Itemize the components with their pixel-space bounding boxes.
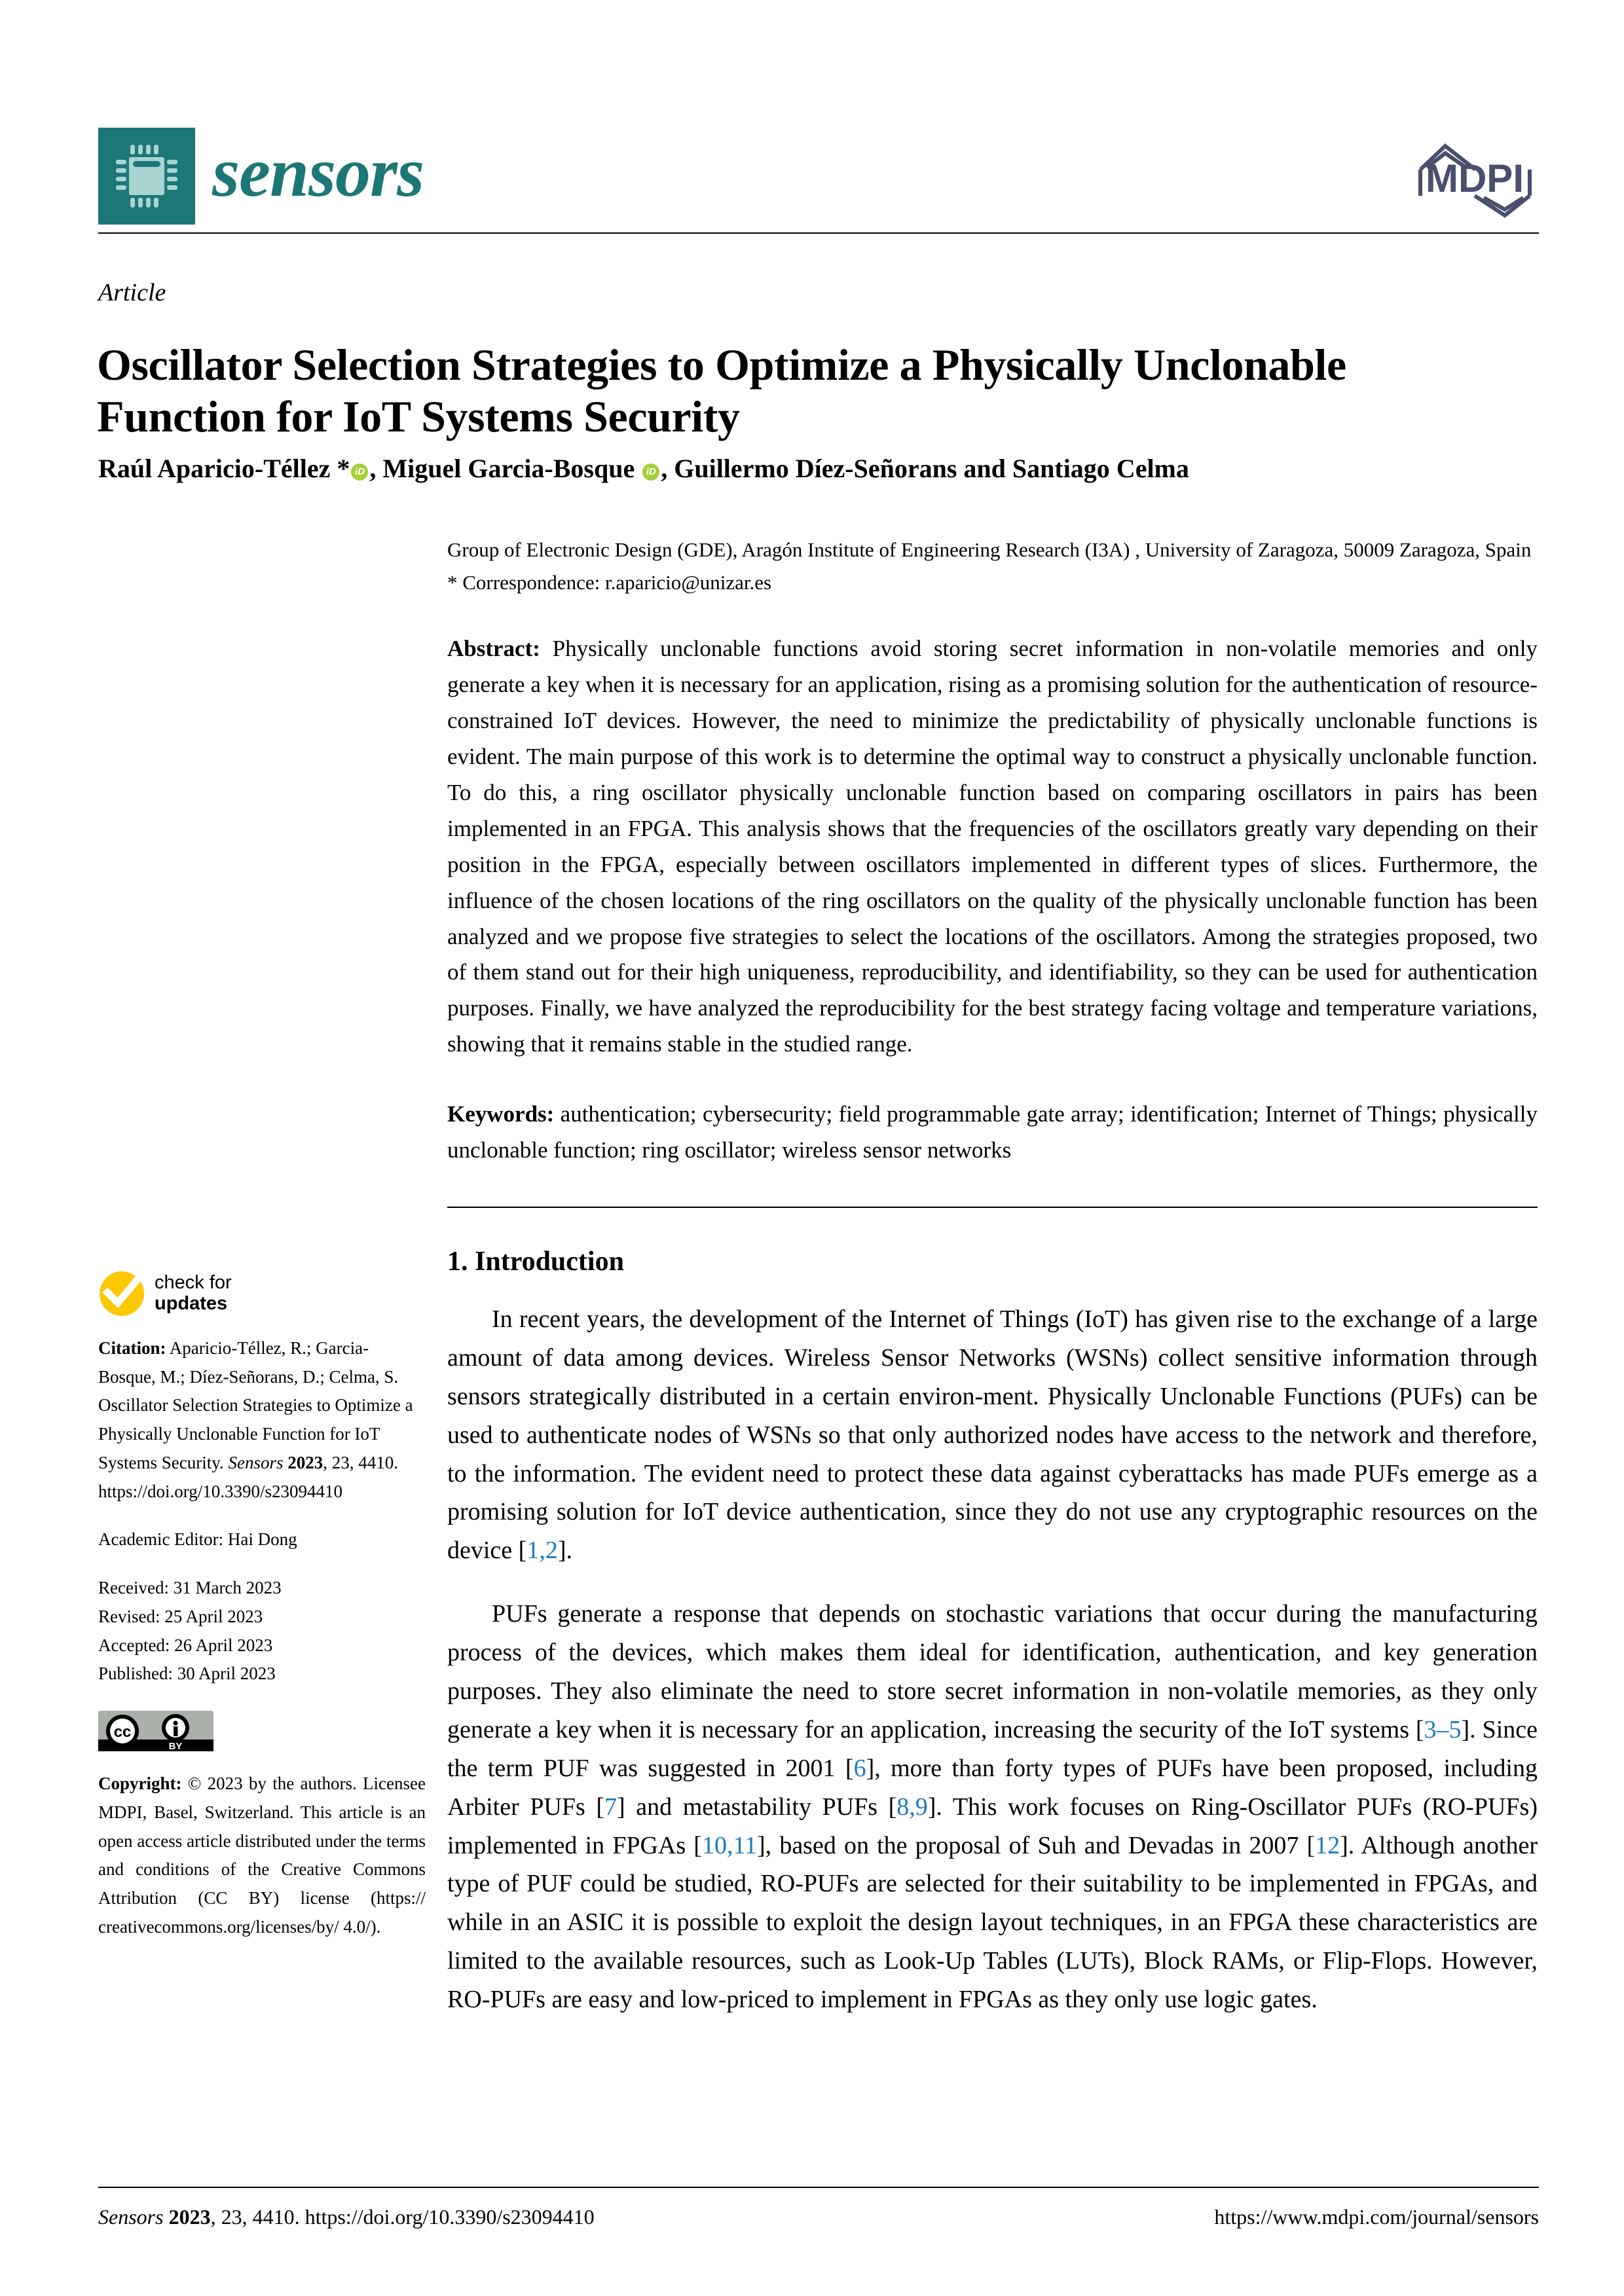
abstract-text: Physically unclonable functions avoid storing secret information in non-volatile memories and only generate a key when it is necessary for an application, rising as a promising solution for the authentication of resource-constrained IoT devices. However, the need to minimize the predictability of physically unclonable functions is evident. The main purpose of this work is to determine the optimal way to construct a physically unclonable function. To do this, a ring oscillator physically unclonable function based on comparing oscillators in pairs has been implemented in an FPGA. This analysis shows that the frequencies of the oscillators greatly vary depending on their position in the FPGA, especially between oscillators implemented in different types of slices. Furthermore, the influence of the chosen locations of the ring oscillators on the quality of the physically unclonable function has been analyzed and we propose five strategies to select the locations of the oscillators. Among the strategies proposed, two of them stand out for their high uniqueness, reproducibility, and identifiability, so they can be used for authentication purposes. Finally, we have analyzed the reproducibility for the best strategy facing voltage and temperature variations, showing that it remains stable in the studied range.: [447, 636, 1538, 1057]
citation-ref-8-9[interactable]: 8,9: [896, 1793, 928, 1821]
copyright-label: Copyright:: [98, 1774, 182, 1794]
citation-ref-6[interactable]: 6: [853, 1754, 866, 1782]
cfu-line-2: updates: [155, 1293, 228, 1314]
citation-year: 2023: [287, 1452, 323, 1472]
correspondence: * Correspondence: r.aparicio@unizar.es: [447, 571, 772, 594]
p2-text-c: ], more than forty types of PUFs have been proposed, including Arbiter PUFs [: [447, 1754, 1538, 1821]
citation-volpage: , 23, 4410.: [323, 1452, 399, 1472]
footer-left: [98, 2205, 595, 2229]
paragraph-1: [447, 1300, 1538, 1570]
p2-text-a: PUFs generate a response that depends on stochastic variations that occur during the manufacturing process of the devices, which makes them ideal for identification, authentication, and key generation purposes. They also eliminate the need to store secret information in non-volatile memories, as they only generate a key when it is necessary for an application, increasing the security of the IoT systems [: [447, 1600, 1538, 1743]
keywords-label: Keywords:: [447, 1101, 555, 1127]
copyright-text: © 2023 by the authors. Licensee MDPI, Basel, Switzerland. This article is an open access article distributed under the terms and conditions of the Creative Commons Attribution (CC BY) license (https:// creativecommons.org/licenses/by/ 4.0/).: [98, 1774, 426, 1937]
citation-text: Aparicio-Téllez, R.; Garcia-Bosque, M.; Díez-Señorans, D.; Celma, S. Oscillator Selection Strategies to Optimize a Physically Unclonable Function for IoT Systems Security.: [98, 1338, 413, 1472]
svg-text:cc: cc: [113, 1723, 132, 1741]
author-list: [98, 452, 1473, 486]
date-accepted: Accepted: 26 April 2023: [98, 1635, 273, 1655]
abstract: [447, 631, 1538, 1063]
footer-journal: Sensors: [98, 2205, 164, 2229]
page-header: [98, 128, 1539, 242]
header-divider: [98, 232, 1539, 234]
keywords-divider: [447, 1207, 1538, 1208]
check-for-updates-badge[interactable]: [98, 1270, 426, 1317]
journal-name: sensors: [212, 134, 424, 211]
abstract-label: Abstract:: [447, 636, 540, 662]
citation-doi[interactable]: https://doi.org/10.3390/s23094410: [98, 1481, 343, 1501]
footer-right-url[interactable]: https://www.mdpi.com/journal/sensors: [1214, 2205, 1539, 2229]
footer-year: 2023: [168, 2205, 211, 2229]
journal-brand[interactable]: [98, 128, 424, 225]
article-type-label: Article: [98, 279, 166, 306]
main-column: [447, 536, 1538, 2044]
p2-text-e: ]. This work focuses on Ring-Oscillator PUFs (RO-PUFs) implemented in FPGAs [: [447, 1793, 1538, 1859]
sidebar: [98, 1270, 426, 1961]
citation-ref-12[interactable]: 12: [1315, 1831, 1340, 1859]
p2-text-b: ]. Since the term PUF was suggested in 2001 [: [447, 1715, 1538, 1782]
copyright-block: [98, 1770, 426, 1941]
academic-editor: Academic Editor: Hai Dong: [98, 1529, 297, 1550]
author-2: , Miguel Garcia-Bosque: [369, 454, 642, 483]
citation-journal: Sensors: [228, 1452, 284, 1472]
mdpi-logo[interactable]: [1411, 132, 1539, 221]
chip-icon: [98, 128, 195, 225]
check-circle-icon: [98, 1270, 145, 1317]
keywords-text: authentication; cybersecurity; field programmable gate array; identification; Internet of Things; physically unclonable function; ring oscillator; wireless sensor networks: [447, 1101, 1538, 1163]
affiliation: Group of Electronic Design (GDE), Aragón Institute of Engineering Research (I3A) , University of Zaragoza, 50009 Zaragoza, Spain: [447, 538, 1532, 561]
section-heading-introduction: 1. Introduction: [447, 1247, 624, 1277]
page-footer: [98, 2205, 1539, 2229]
author-3-4: , Guillermo Díez-Señorans and Santiago Celma: [661, 454, 1189, 483]
p1-tail: ].: [557, 1537, 572, 1565]
citation-ref-3-5[interactable]: 3–5: [1424, 1715, 1462, 1743]
citation-block: [98, 1334, 426, 1506]
p1-text: In recent years, the development of the Internet of Things (IoT) has given rise to the exchange of a large amount of data among devices. Wireless Sensor Networks (WSNs) collect sensitive information through sensors strategically distributed in a certain environ-ment. Physically Unclonable Functions (PUFs) can be used to authenticate nodes of WSNs so that only authorized nodes have access to the network and therefore, to the information. The evident need to protect these data against cyberattacks has made PUFs emerge as a promising solution for IoT device authentication, since they do not use any cryptographic resources on the device [: [447, 1305, 1538, 1565]
footer-divider: [98, 2187, 1539, 2188]
check-for-updates-label: [155, 1273, 232, 1315]
date-revised: Revised: 25 April 2023: [98, 1606, 263, 1626]
date-published: Published: 30 April 2023: [98, 1664, 276, 1684]
date-received: Received: 31 March 2023: [98, 1578, 282, 1598]
footer-citation: , 23, 4410. https://doi.org/10.3390/s23094410: [210, 2205, 595, 2229]
author-1: Raúl Aparicio-Téllez *: [98, 454, 350, 483]
cfu-line-1: check for: [155, 1272, 232, 1294]
p2-text-f: ], based on the proposal of Suh and Devadas in 2007 [: [757, 1831, 1316, 1859]
creative-commons-badge[interactable]: [98, 1711, 213, 1751]
orcid-icon[interactable]: iD: [642, 464, 659, 481]
page-title: Oscillator Selection Strategies to Optimize a Physically Unclonable Function for IoT Systems Security: [97, 339, 1346, 442]
citation-label: Citation:: [98, 1338, 166, 1358]
citation-ref-7[interactable]: 7: [604, 1793, 618, 1821]
p2-text-d: ] and metastability PUFs [: [617, 1793, 897, 1821]
paragraph-2: [447, 1595, 1538, 2019]
keywords: [447, 1097, 1538, 1169]
svg-text:BY: BY: [168, 1741, 183, 1752]
citation-ref-1-2[interactable]: 1,2: [526, 1537, 558, 1565]
publication-dates: [98, 1574, 426, 1688]
orcid-icon[interactable]: iD: [351, 464, 368, 481]
p2-text-g: ]. Although another type of PUF could be studied, RO-PUFs are selected for their suitability to be implemented in FPGAs, and while in an ASIC it is possible to exploit the design layout techniques, in an FPGA these characteristics are limited to the available resources, such as Look-Up Tables (LUTs), Block RAMs, or Flip-Flops. However, RO-PUFs are easy and low-priced to implement in FPGAs as they only use logic gates.: [447, 1831, 1538, 2014]
svg-text:MDPI: MDPI: [1426, 156, 1524, 200]
citation-ref-10-11[interactable]: 10,11: [701, 1831, 758, 1859]
